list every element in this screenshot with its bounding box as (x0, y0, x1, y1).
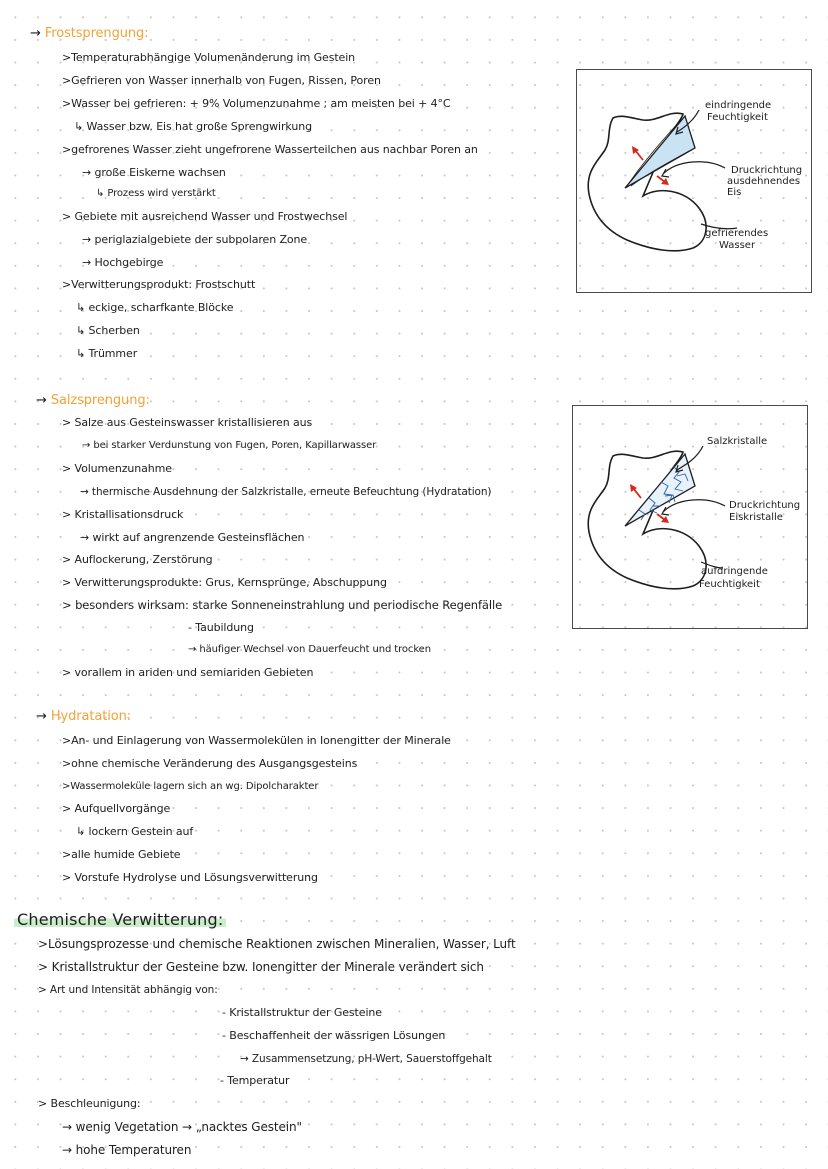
frost-line: ↳ Trümmer (76, 347, 138, 360)
salz-heading: → Salzsprengung: (36, 393, 150, 408)
hydratation-line: ↳ lockern Gestein auf (76, 825, 194, 838)
label-water: gefrierendes (705, 228, 769, 239)
frost-line: ↳ Scherben (76, 324, 140, 337)
frost-diagram (576, 69, 812, 293)
hydratation-line: >Wassermoleküle lagern sich an wg. Dipolcharakter (62, 781, 319, 792)
frost-line: → große Eiskerne wachsen (82, 166, 226, 179)
salz-line: > Verwitterungsprodukte: Grus, Kernsprünge, Abschuppung (62, 576, 387, 589)
label-pressure: Druckrichtung (729, 500, 801, 511)
frost-line: → periglazialgebiete der subpolaren Zone (82, 233, 308, 246)
salz-line: > Auflockerung, Zerstörung (62, 553, 213, 566)
chemisch-line: - Kristallstruktur der Gesteine (222, 1006, 382, 1019)
label-crystals: Salzkristalle (707, 436, 768, 447)
chemisch-line: > Beschleunigung: (38, 1097, 141, 1110)
salt-diagram (572, 405, 808, 629)
salz-line: → bei starker Verdunstung von Fugen, Poren, Kapillarwasser (82, 440, 377, 451)
frost-line: >Gefrieren von Wasser innerhalb von Fugen, Rissen, Poren (62, 74, 381, 87)
label-pressure: ausdehnendes (727, 176, 801, 187)
hydratation-line: >An- und Einlagerung von Wassermolekülen in Ionengitter der Minerale (62, 734, 451, 747)
frost-heading: → Frostsprengung: (30, 26, 149, 41)
chemisch-line: → wenig Vegetation → „nacktes Gestein" (62, 1120, 302, 1134)
salz-line: → häufiger Wechsel von Dauerfeucht und trocken (188, 644, 431, 655)
chemisch-line: - Beschaffenheit der wässrigen Lösungen (222, 1029, 446, 1042)
label-pressure: Druckrichtung (731, 165, 803, 176)
salz-line: → thermische Ausdehnung der Salzkristalle, erneute Befeuchtung (Hydratation) (80, 486, 492, 498)
label-moisture: eindringende (705, 100, 772, 111)
chemisch-line: > Art und Intensität abhängig von: (38, 984, 218, 996)
frost-line: ↳ eckige, scharfkante Blöcke (76, 301, 234, 314)
chemisch-line: > Kristallstruktur der Gesteine bzw. Ionengitter der Minerale verändert sich (38, 960, 484, 974)
chemisch-heading: Chemische Verwitterung: (14, 913, 226, 927)
label-moisture: Feuchtigkeit (699, 579, 760, 590)
hydratation-line: > Vorstufe Hydrolyse und Lösungsverwitterung (62, 871, 318, 884)
label-pressure: Eis (727, 187, 742, 198)
salz-line: → wirkt auf angrenzende Gesteinsflächen (80, 531, 305, 544)
salz-line: > Kristallisationsdruck (62, 508, 184, 521)
frost-line: >gefrorenes Wasser zieht ungefrorene Wasserteilchen aus nachbar Poren an (62, 143, 478, 156)
frost-line: > Gebiete mit ausreichend Wasser und Frostwechsel (62, 210, 348, 223)
label-water: Wasser (719, 240, 756, 251)
chemisch-line: → Zusammensetzung, pH-Wert, Sauerstoffgehalt (240, 1053, 492, 1065)
hydratation-line: > Aufquellvorgänge (62, 802, 171, 815)
label-pressure: Eiskristalle (729, 512, 783, 523)
salz-line: - Taubildung (188, 621, 254, 634)
salz-line: > Volumenzunahme (62, 462, 172, 475)
salz-line: > Salze aus Gesteinswasser kristallisieren aus (62, 416, 313, 429)
frost-line: >Temperaturabhängige Volumenänderung im Gestein (62, 51, 356, 64)
label-moisture: aufdringende (701, 566, 768, 577)
frost-line: → Hochgebirge (82, 256, 164, 269)
hydratation-line: >alle humide Gebiete (62, 848, 181, 861)
salz-line: > vorallem in ariden und semiariden Gebieten (62, 666, 314, 679)
chemisch-line: → hohe Temperaturen (62, 1143, 192, 1157)
hydratation-heading: → Hydratation: (36, 709, 132, 724)
label-moisture: Feuchtigkeit (707, 112, 768, 123)
salz-line: > besonders wirksam: starke Sonneneinstrahlung und periodische Regenfälle (62, 598, 503, 612)
frost-line: ↳ Prozess wird verstärkt (96, 188, 216, 199)
hydratation-line: >ohne chemische Veränderung des Ausgangsgesteins (62, 757, 358, 770)
frost-line: >Wasser bei gefrieren: + 9% Volumenzunahme ; am meisten bei + 4°C (62, 97, 451, 110)
chemisch-line: >Lösungsprozesse und chemische Reaktionen zwischen Mineralien, Wasser, Luft (38, 937, 516, 951)
frost-line: ↳ Wasser bzw. Eis hat große Sprengwirkung (74, 120, 312, 133)
frost-line: >Verwitterungsprodukt: Frostschutt (62, 278, 256, 291)
chemisch-line: - Temperatur (220, 1074, 290, 1087)
